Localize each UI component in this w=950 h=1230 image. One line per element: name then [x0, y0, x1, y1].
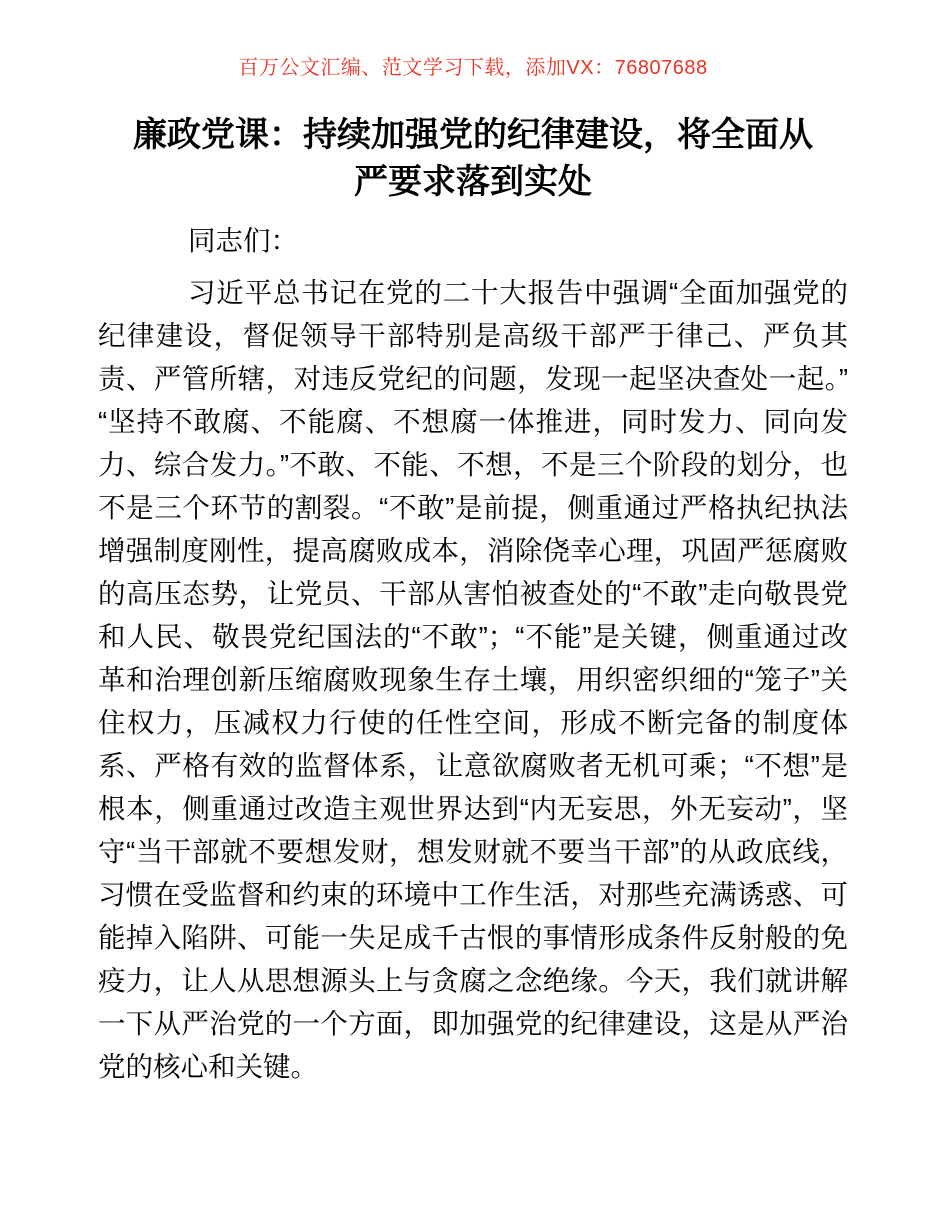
- page-title: [98, 112, 848, 206]
- page-title-line-1: 廉政党课：持续加强党的纪律建设，将全面从: [133, 116, 813, 154]
- salutation-line: 同志们：: [188, 225, 298, 256]
- promo-watermark-text: 百万公文汇编、范文学习下载，添加VX：76807688: [238, 57, 708, 79]
- body-paragraph: 习近平总书记在党的二十大报告中强调“全面加强党的纪律建设，督促领导干部特别是高级干部严于律己、严负其责、严管所辖，对违反党纪的问题，发现一起坚决查处一起。”“坚持不敢腐、不能腐、不想腐一体推进，同时发力、同向发力、综合发力。”不敢、不能、不想，不是三个阶段的划分，也不是三个环节的割裂。“不敢”是前提，侧重通过严格执纪执法增强制度刚性，提高腐败成本，消除侥幸心理，巩固严惩腐败的高压态势，让党员、干部从害怕被查处的“不敢”走向敬畏党和人民、敬畏党纪国法的“不敢”；“不能”是关键，侧重通过改革和治理创新压缩腐败现象生存土壤，用织密织细的“笼子”关住权力，压减权力行使的任性空间，形成不断完备的制度体系、严格有效的监督体系，让意欲腐败者无机可乘；“不想”是根本，侧重通过改造主观世界达到“内无妄思，外无妄动”，坚守“当干部就不要想发财，想发财就不要当干部”的从政底线，习惯在受监督和约束的环境中工作生活，对那些充满诱惑、可能掉入陷阱、可能一失足成千古恨的事情形成条件反射般的免疫力，让人从思想源头上与贪腐之念绝缘。今天，我们就讲解一下从严治党的一个方面，即加强党的纪律建设，这是从严治党的核心和关键。: [98, 277, 848, 1082]
- page-title-line-2: 严要求落到实处: [354, 163, 592, 201]
